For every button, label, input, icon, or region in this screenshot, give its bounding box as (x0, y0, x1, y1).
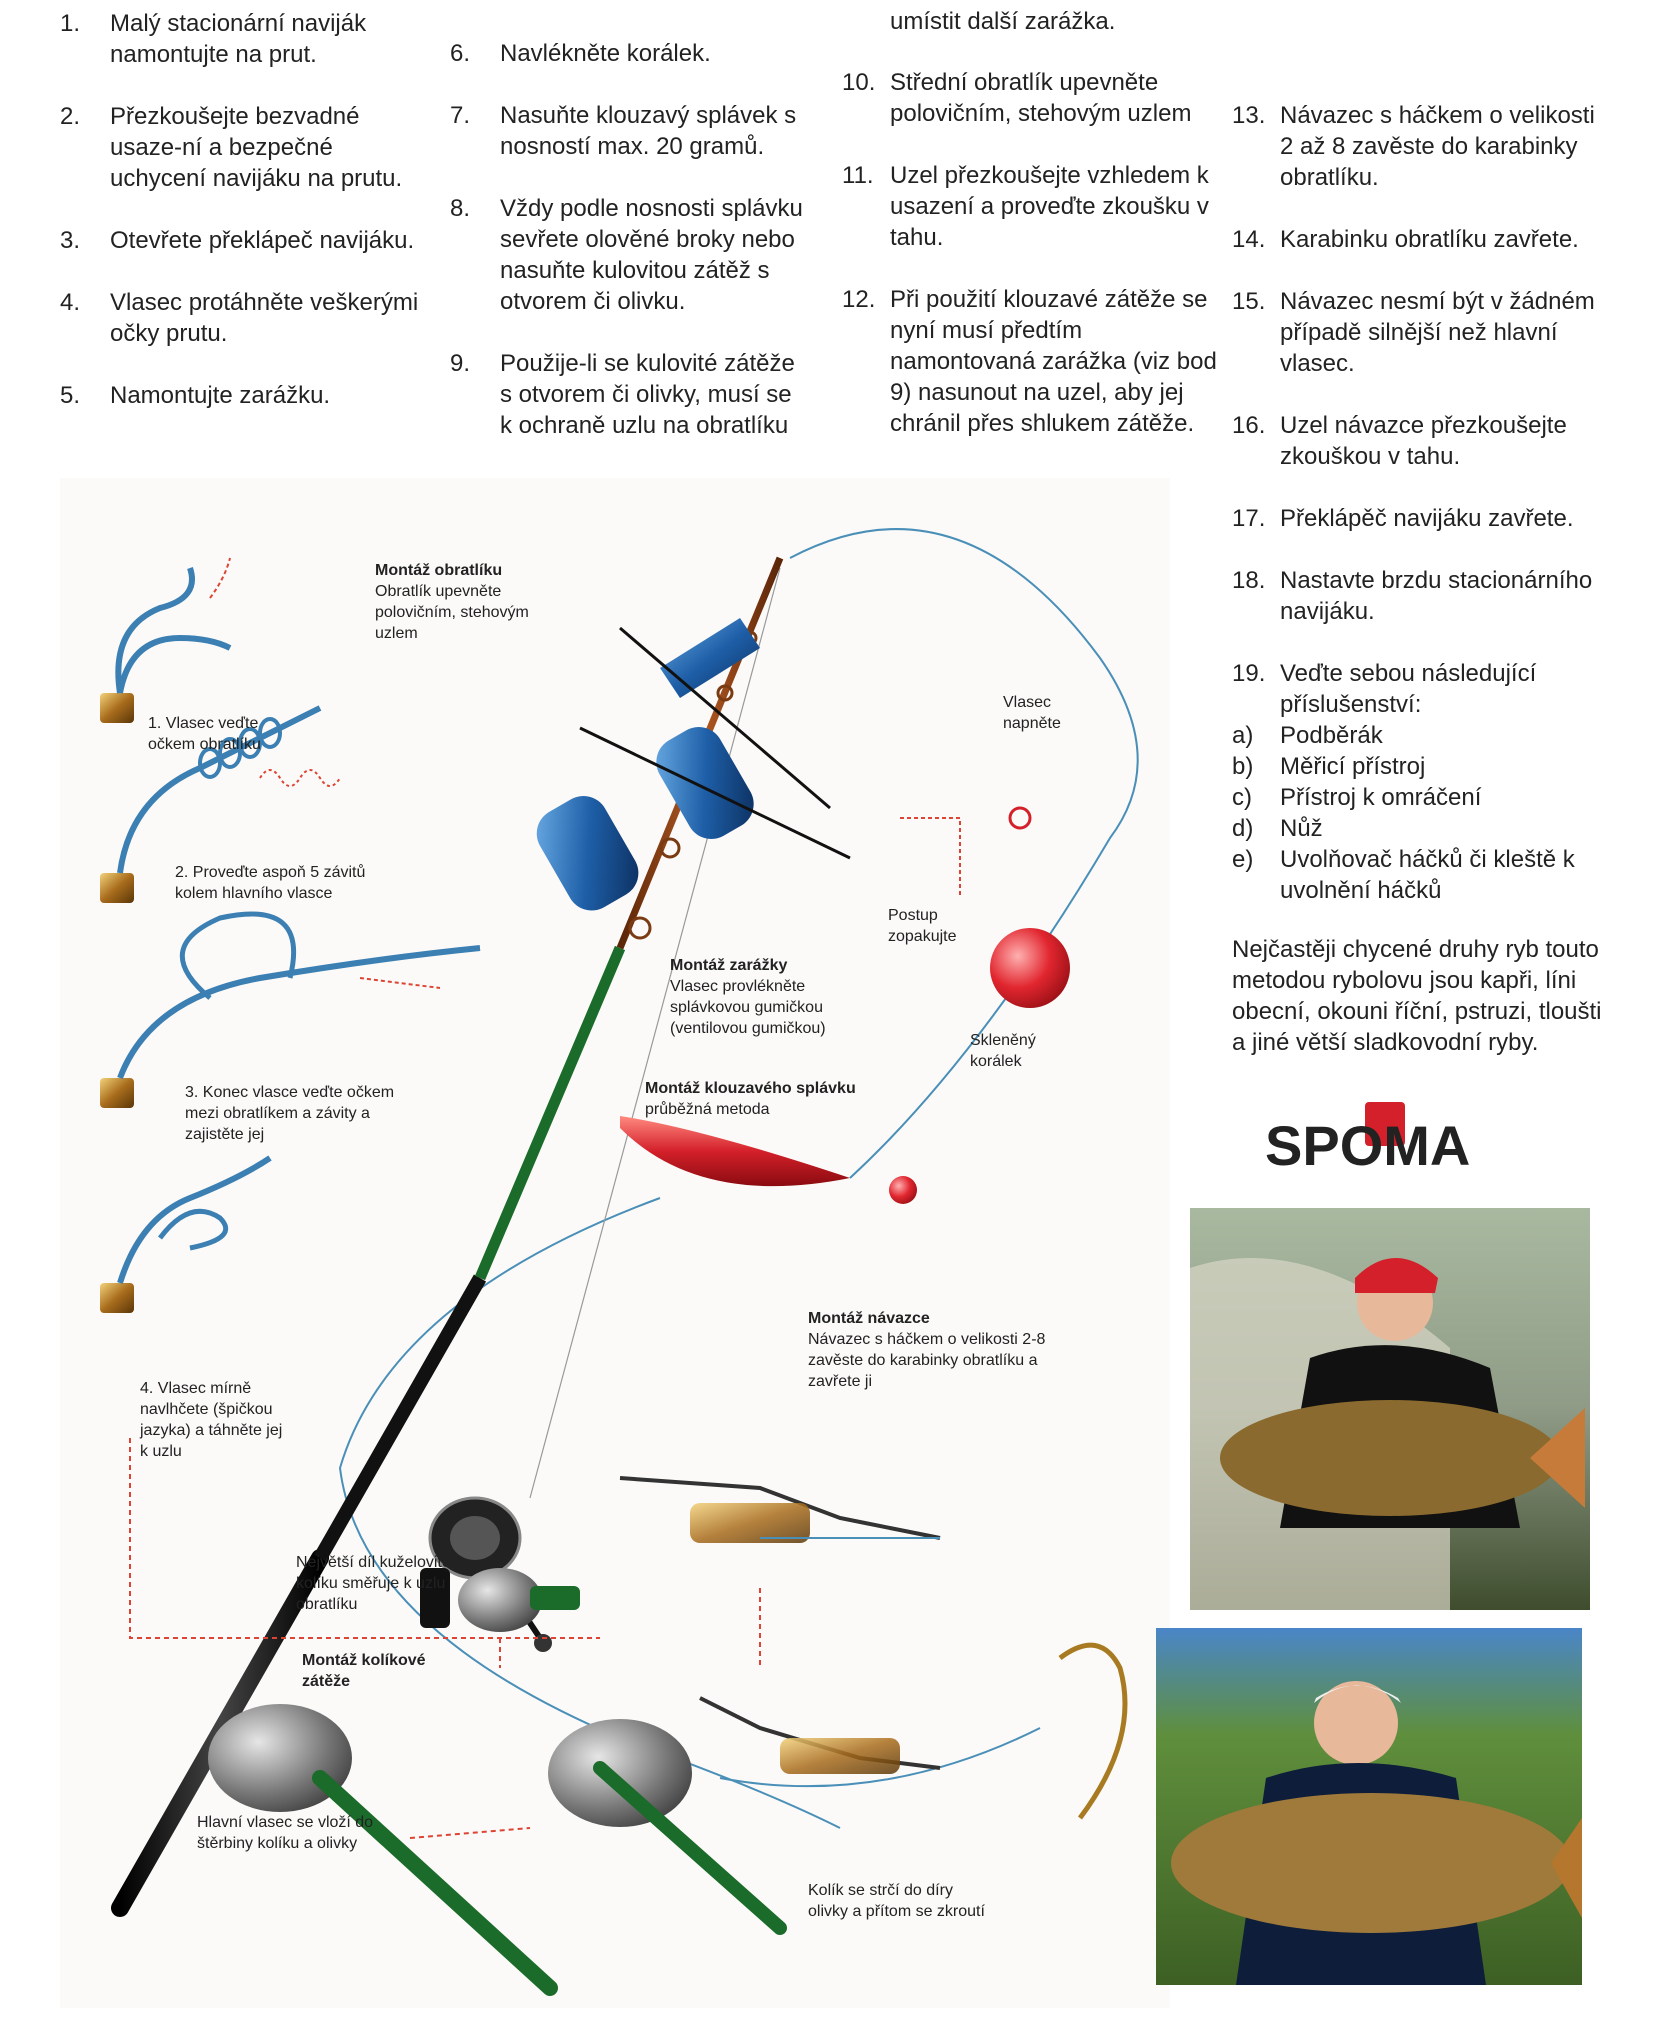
peg-lead-mounting-label: Montáž kolíkové zátěže (302, 1652, 426, 1690)
instruction-10: 10. Střední obratlík upevněte polovičním, stehovým uzlem (842, 69, 1192, 127)
instruction-14: 14. Karabinku obratlíku zavřete. (1232, 226, 1579, 253)
knot-step-3-label: 3. Konec vlasce veďte očkem mezi obratlíkem a závity a zajistěte jej (185, 1084, 395, 1143)
instruction-9-continued: umístit další zarážka. (890, 8, 1116, 35)
instruction-7: 7. Nasuňte klouzavý splávek s nosností max. 20 gramů. (450, 102, 797, 160)
instruction-12: 12. Při použití klouzavé zátěže se nyní musí předtím namontovaná zarážka (viz bod 9) nasunout na uzel, aby jej chránil přes shlukem zátěže. (842, 286, 1217, 437)
peg-main-line-label: Hlavní vlasec se vloží do štěrbiny kolíku a olivky (197, 1814, 374, 1852)
instruction-4: 4. Vlasec protáhněte veškerými očky prutu. (60, 289, 419, 347)
instruction-3: 3. Otevřete překlápeč navijáku. (60, 227, 415, 254)
instruction-5: 5. Namontujte zarážku. (60, 382, 331, 409)
leader-mounting-label: Montáž návazce Návazec s háčkem o velikosti 2-8 zavěste do karabinky obratlíku a zavřete ji (808, 1310, 1046, 1390)
instruction-1: 1. Malý stacionární naviják namontujte na prut. (60, 10, 367, 68)
knot-step-1-label: 1. Vlasec veďte očkem obratlíku (148, 715, 261, 753)
glass-bead (990, 928, 1070, 1008)
repeat-step-label: Postup zopakujte (888, 907, 957, 945)
cone-peg-note: Největší díl kuželovitého kolíku směřuje k uzlu obratlíku (296, 1554, 469, 1613)
instruction-6: 6. Navlékněte korálek. (450, 40, 711, 67)
instruction-9: 9. Použije-li se kulovité zátěže s otvorem či olivky, musí se k ochraně uzlu na obratlíku (450, 350, 795, 439)
instruction-17: 17. Překlápěč navijáku zavřete. (1232, 505, 1574, 532)
instruction-18: 18. Nastavte brzdu stacionárního navijáku. (1232, 567, 1593, 625)
instruction-11: 11. Uzel přezkoušejte vzhledem k usazení a proveďte zkoušku v tahu. (842, 162, 1209, 251)
spoma-logo (1265, 1100, 1545, 1180)
instruction-13: 13. Návazec s háčkem o velikosti 2 až 8 zavěste do karabinky obratlíku. (1232, 102, 1595, 191)
carp-photo-1-content (1190, 1208, 1590, 1610)
instructions-column-1 (60, 8, 430, 442)
species-paragraph: Nejčastěji chycené druhy ryb touto metodou rybolovu jsou kapři, líni obecní, okouni říční, pstruzi, tloušti a jiné větší sladkovodní ryby. (1232, 936, 1602, 1056)
carp-photo-2 (1156, 1628, 1582, 1985)
logo-text: SPOMA (1265, 1114, 1471, 1177)
stopper-mounting-label: Montáž zarážky Vlasec provlékněte splávkovou gumičkou (ventilovou gumičkou) (670, 957, 826, 1037)
peg-twist-label: Kolík se strčí do díry olivky a přítom se zkroutí (808, 1882, 985, 1920)
accessory-e: e) Uvolňovač háčků či kleště k uvolnění háčků (1232, 846, 1575, 904)
instruction-19: 19. Veďte sebou následující příslušenství: (1232, 660, 1537, 718)
knot-step-2-label: 2. Proveďte aspoň 5 závitů kolem hlavního vlasce (175, 864, 366, 902)
accessory-d: d) Nůž (1232, 815, 1323, 842)
instructions-column-4 (1232, 100, 1612, 1058)
olive-lead-2 (548, 1719, 692, 1827)
carp-photo-1 (1190, 1208, 1590, 1610)
carp-photo-2-content (1156, 1628, 1582, 1985)
instruction-15: 15. Návazec nesmí být v žádném případě silnější než hlavní vlasec. (1232, 288, 1595, 377)
knot-step-4-label: 4. Vlasec mírně navlhčete (špičkou jazyka) a táhněte jej k uzlu (140, 1380, 283, 1460)
sliding-float-label: Montáž klouzavého splávku průběžná metoda (645, 1080, 856, 1118)
glass-bead-label: Skleněný korálek (970, 1032, 1036, 1070)
lead-peg (530, 1586, 580, 1610)
instruction-8: 8. Vždy podle nosnosti splávku sevřete olověné broky nebo nasuňte kulovitou zátěž s otvorem či olivku. (450, 195, 803, 315)
accessory-a: a) Podběrák (1232, 722, 1383, 749)
accessory-b: b) Měřicí přístroj (1232, 753, 1426, 780)
accessory-c: c) Přístroj k omráčení (1232, 784, 1482, 811)
instruction-2: 2. Přezkoušejte bezvadné usaze-ní a bezpečné uchycení navijáku na prutu. (60, 103, 403, 192)
instructions-column-3 (842, 6, 1217, 470)
instruction-16: 16. Uzel návazce přezkoušejte zkouškou v tahu. (1232, 412, 1567, 470)
instructions-column-2 (450, 38, 810, 472)
tighten-line-label: Vlasec napněte (1003, 694, 1061, 732)
swivel-mounting-label: Montáž obratlíku Obratlík upevněte polovičním, stehovým uzlem (375, 562, 529, 642)
